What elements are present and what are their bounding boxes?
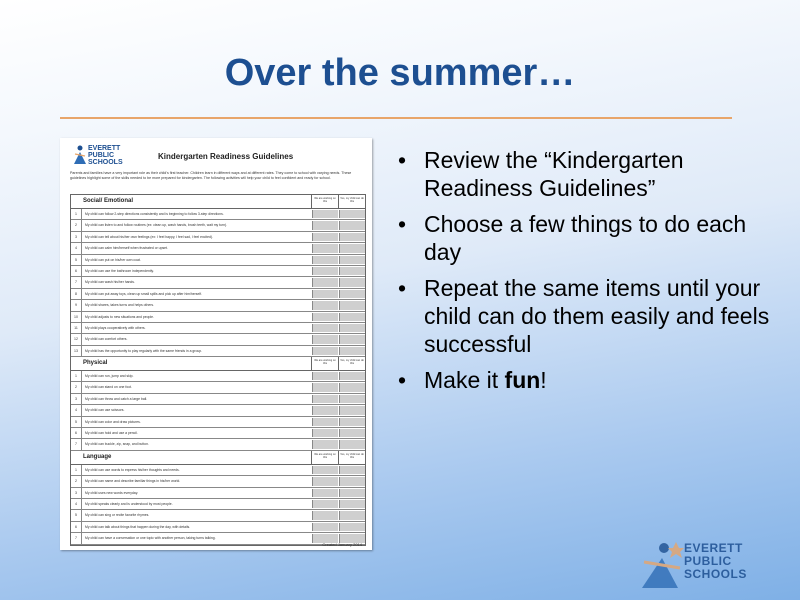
table-row — [71, 488, 365, 499]
checkbox-cell-done — [339, 324, 365, 332]
bullet-list — [396, 146, 776, 402]
table-row — [71, 243, 365, 254]
row-text: My child can stand on one foot. — [85, 385, 132, 390]
row-number: 4 — [71, 405, 82, 415]
checkbox-cell-done — [339, 429, 365, 437]
section-name: Physical — [83, 360, 108, 367]
row-text: My child can hold and use a pencil. — [85, 431, 138, 436]
table-row — [71, 300, 365, 311]
table-row — [71, 439, 365, 450]
checkbox-cell-working — [312, 440, 338, 448]
checkbox-cell-done — [339, 210, 365, 218]
checkbox-cell-working — [312, 418, 338, 426]
school-logo-icon — [72, 144, 88, 166]
checkbox-cell-working — [312, 466, 338, 474]
row-text: My child can put away toys, clean up small spills and pick up after him/herself. — [85, 291, 203, 296]
checkbox-cell-working — [312, 301, 338, 309]
column-header-done: Yes, my child can do this — [338, 451, 365, 464]
table-row — [71, 428, 365, 439]
row-number: 2 — [71, 382, 82, 392]
row-number: 2 — [71, 476, 82, 486]
checkbox-cell-done — [339, 523, 365, 531]
bullet-item: • Repeat the same items until your child can do them easily and feels successful — [398, 275, 770, 357]
checkbox-cell-done — [339, 511, 365, 519]
row-text: My child can wash his/her hands. — [85, 280, 135, 285]
row-number: 5 — [71, 255, 82, 265]
checkbox-cell-working — [312, 489, 338, 497]
row-number: 6 — [71, 522, 82, 532]
checkbox-cell-working — [312, 383, 338, 391]
row-text: My child can buckle, zip, snap, and button. — [85, 442, 149, 447]
checkbox-cell-done — [339, 221, 365, 229]
checkbox-cell-working — [312, 500, 338, 508]
table-section-header — [71, 195, 365, 209]
row-text: My child can put on his/her own coat. — [85, 257, 141, 262]
row-text: My child can follow 2-step directions consistently and is beginning to follow 3-step directions. — [85, 212, 224, 216]
table-row — [71, 334, 365, 345]
checkbox-cell-done — [339, 395, 365, 403]
bullet-dot-icon: • — [398, 147, 407, 173]
row-text: My child speaks clearly and is understood by most people. — [85, 501, 173, 506]
table-row — [71, 371, 365, 382]
checkbox-cell-done — [339, 313, 365, 321]
slide-title: Over the summer… — [224, 52, 576, 94]
row-number: 3 — [71, 232, 82, 242]
row-text: My child can talk about things that happen during the day, with details. — [85, 524, 191, 529]
row-text: My child adjusts to new situations and people. — [85, 314, 154, 319]
row-number: 6 — [71, 428, 82, 438]
checkbox-cell-done — [339, 290, 365, 298]
row-number: 1 — [71, 465, 82, 475]
row-number: 7 — [71, 439, 82, 449]
row-number: 3 — [71, 488, 82, 498]
checkbox-cell-working — [312, 256, 338, 264]
row-number: 6 — [71, 266, 82, 276]
checkbox-cell-working — [312, 324, 338, 332]
row-number: 1 — [71, 209, 82, 219]
checkbox-cell-done — [339, 233, 365, 241]
row-number: 13 — [71, 346, 82, 356]
column-header-done: Yes, my child can do this — [338, 195, 365, 208]
document-header — [72, 142, 362, 170]
row-number: 11 — [71, 323, 82, 333]
document-intro: Parents and families have a very important role as their child's first teacher. Children learn in different ways and at different rates. They come to school with varying needs. These guidelines highlight some of the skills needed to be more prepared for kindergarten. The following activities will help your child to feel confident and ready for school. — [70, 171, 352, 180]
row-text: My child has the opportunity to play regularly with the same friends in a group. — [85, 348, 203, 353]
readiness-guidelines-document — [60, 138, 372, 550]
checkbox-cell-done — [339, 256, 365, 264]
checkbox-cell-done — [339, 440, 365, 448]
row-text: My child can use words to express his/her thoughts and needs. — [85, 467, 180, 472]
table-row — [71, 277, 365, 288]
checkbox-cell-working — [312, 221, 338, 229]
column-header-working: We are working on this — [311, 451, 338, 464]
row-text: My child shares, takes turns and helps others. — [85, 303, 154, 308]
column-header-done: Yes, my child can do this — [338, 357, 365, 370]
bullet-item: • Choose a few things to do each day — [398, 211, 747, 265]
checkbox-cell-done — [339, 500, 365, 508]
table-row — [71, 346, 365, 357]
checkbox-cell-working — [312, 313, 338, 321]
row-number: 3 — [71, 394, 82, 404]
corner-logo-text: EVERETT PUBLIC SCHOOLS — [684, 541, 747, 581]
row-text: My child uses new words everyday. — [85, 490, 139, 495]
checkbox-cell-working — [312, 372, 338, 380]
school-logo-icon — [634, 538, 684, 592]
row-text: My child can have a conversation or one topic with another person, taking turns talking. — [85, 536, 216, 541]
table-row — [71, 417, 365, 428]
row-text: My child can run, jump and skip. — [85, 374, 134, 379]
column-header-working: We are working on this — [311, 357, 338, 370]
row-text: My child can tell about his/her own feelings (ex: I feel happy, I feel sad, I feel excited). — [85, 234, 213, 239]
row-number: 8 — [71, 289, 82, 299]
checkbox-cell-done — [339, 466, 365, 474]
table-row — [71, 323, 365, 334]
checkbox-cell-done — [339, 477, 365, 485]
row-number: 12 — [71, 334, 82, 344]
table-row — [71, 266, 365, 277]
row-text: My child can comfort others. — [85, 337, 128, 342]
document-footer: Created January 2014 — [322, 542, 362, 547]
corner-logo — [634, 538, 774, 592]
section-name: Language — [83, 453, 112, 460]
checkbox-cell-done — [339, 418, 365, 426]
checkbox-cell-working — [312, 290, 338, 298]
row-text: My child plays cooperatively with others. — [85, 325, 146, 330]
bullet-emphasis: fun — [504, 367, 541, 393]
table-row — [71, 476, 365, 487]
document-logo-text: EVERETT PUBLIC SCHOOLS — [88, 145, 123, 166]
table-row — [71, 394, 365, 405]
row-text: My child can color and draw pictures. — [85, 419, 141, 424]
checkbox-cell-done — [339, 347, 365, 355]
row-number: 4 — [71, 243, 82, 253]
checkbox-cell-working — [312, 335, 338, 343]
table-section-header — [71, 451, 365, 465]
row-number: 4 — [71, 499, 82, 509]
checkbox-cell-working — [312, 347, 338, 355]
checkbox-cell-working — [312, 210, 338, 218]
checkbox-cell-working — [312, 278, 338, 286]
table-row — [71, 209, 365, 220]
checkbox-cell-done — [339, 267, 365, 275]
row-number: 7 — [71, 277, 82, 287]
row-text: My child can throw and catch a large ball. — [85, 396, 148, 401]
row-text: My child can use scissors. — [85, 408, 125, 413]
checkbox-cell-done — [339, 383, 365, 391]
checkbox-cell-done — [339, 278, 365, 286]
guidelines-table — [70, 194, 366, 546]
row-text: My child can calm him/herself when frustrated or upset. — [85, 246, 168, 251]
row-number: 1 — [71, 371, 82, 381]
checkbox-cell-done — [339, 372, 365, 380]
checkbox-cell-working — [312, 267, 338, 275]
bullet-dot-icon: • — [398, 367, 407, 393]
table-row — [71, 312, 365, 323]
row-text: My child can use the bathroom independently. — [85, 268, 154, 273]
checkbox-cell-working — [312, 233, 338, 241]
row-number: 5 — [71, 417, 82, 427]
checkbox-cell-done — [339, 301, 365, 309]
row-number: 5 — [71, 510, 82, 520]
table-row — [71, 255, 365, 266]
row-text: My child can sing or recite favorite rhymes. — [85, 513, 150, 518]
bullet-item: • Make it fun! — [398, 367, 547, 393]
column-header-working: We are working on this — [311, 195, 338, 208]
bullet-dot-icon: • — [398, 211, 407, 237]
bullet-item: • Review the “Kindergarten Readiness Guidelines” — [398, 147, 684, 201]
checkbox-cell-done — [339, 335, 365, 343]
table-row — [71, 510, 365, 521]
row-number: 7 — [71, 533, 82, 543]
checkbox-cell-working — [312, 395, 338, 403]
checkbox-cell-done — [339, 244, 365, 252]
table-row — [71, 232, 365, 243]
table-section-header — [71, 357, 365, 371]
checkbox-cell-working — [312, 511, 338, 519]
table-row — [71, 465, 365, 476]
row-number: 10 — [71, 312, 82, 322]
table-row — [71, 533, 365, 544]
section-name: Social/ Emotional — [83, 198, 134, 204]
title-divider — [60, 117, 732, 119]
table-row — [71, 289, 365, 300]
table-row — [71, 220, 365, 231]
row-number: 9 — [71, 300, 82, 310]
row-text: My child can name and describe familiar things in his/her world. — [85, 479, 181, 484]
checkbox-cell-working — [312, 477, 338, 485]
checkbox-cell-working — [312, 523, 338, 531]
table-row — [71, 405, 365, 416]
row-number: 2 — [71, 220, 82, 230]
table-row — [71, 382, 365, 393]
checkbox-cell-working — [312, 244, 338, 252]
row-text: My child can listen to and follow routines (ex: clean up, wash hands, brush teeth, wait my turn). — [85, 223, 228, 228]
checkbox-cell-working — [312, 429, 338, 437]
checkbox-cell-working — [312, 406, 338, 414]
table-row — [71, 522, 365, 533]
table-row — [71, 499, 365, 510]
checkbox-cell-done — [339, 489, 365, 497]
bullet-dot-icon: • — [398, 275, 407, 301]
document-title: Kindergarten Readiness Guidelines — [158, 152, 294, 161]
checkbox-cell-done — [339, 406, 365, 414]
